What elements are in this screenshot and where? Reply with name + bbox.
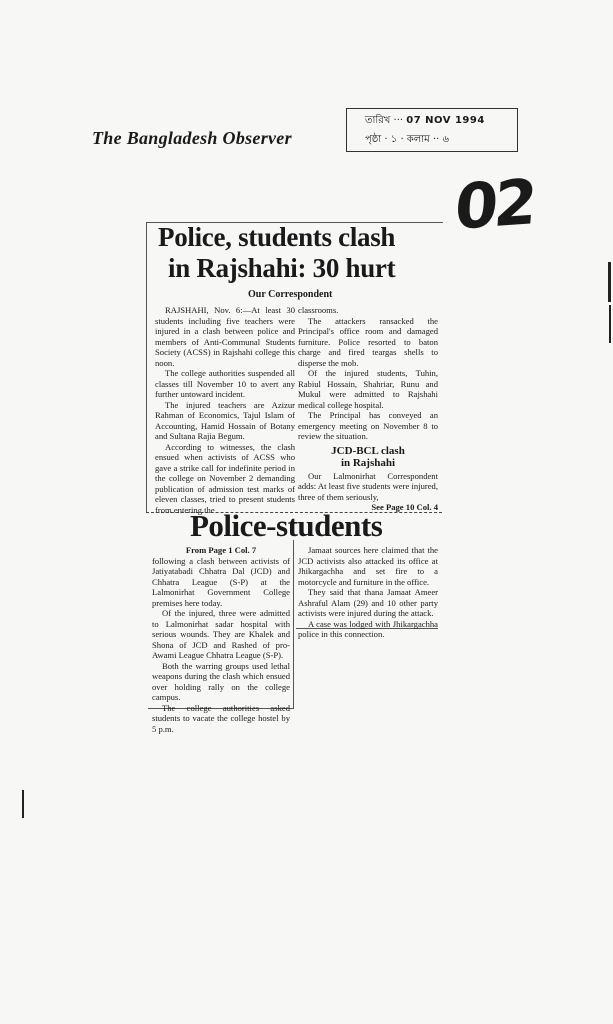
paragraph: They said that thana Jamaat Ameer Ashraful Alam (29) and 10 other party activists were injured during the attack.: [298, 587, 438, 618]
stamp-page-value: ১: [390, 134, 398, 145]
article-column-1: [155, 305, 295, 515]
paragraph: Of the injured students, Tuhin, Rabiul Hossain, Shahriar, Runu and Mukul were admitted to Rajshahi medical college hospital.: [298, 368, 438, 410]
stamp-column-value: ৬: [442, 134, 449, 145]
scan-mark: [608, 262, 611, 302]
paragraph: The attackers ransacked the Principal's office room and damaged furniture. Police resorted to baton charge and fired teargas shells to disperse the mob.: [298, 315, 438, 368]
article-headline: [158, 222, 448, 284]
subheading: [298, 445, 438, 469]
paragraph: classrooms.: [298, 305, 339, 315]
stamp-date-value: 07 NOV 1994: [406, 115, 485, 126]
paragraph: RAJSHAHI, Nov. 6:—At least 30 students including five teachers were injured in a clash between police and members of Anti-Communal Students Society (ACSS) in Rajshahi college this noon.: [155, 305, 295, 368]
continuation-note: See Page 10 Col. 4: [371, 502, 438, 512]
paragraph: The college authorities asked students to vacate the college hostel by 5 p.m.: [152, 702, 290, 734]
newspaper-masthead: The Bangladesh Observer: [92, 128, 292, 148]
scan-mark: [609, 305, 611, 343]
paragraph: According to witnesses, the clash ensued when activists of ACSS who gave a strike call for indefinite period in the college on November 2 demanding publication of admission test marks of eleven classes, tried to present students from entering the: [155, 441, 295, 515]
from-page-note: From Page 1 Col. 7: [185, 545, 257, 555]
paragraph: Of the injured, three were admitted to Lalmonirhat sadar hospital with serious wounds. They are Khalek and Shona of JCD and Rashed of pro-Awami League Chhatra League (S-P).: [152, 608, 290, 660]
article-byline: Our Correspondent: [248, 289, 333, 300]
headline-line-2: in Rajshahi: 30 hurt: [168, 253, 396, 283]
paragraph: The college authorities suspended all classes till November 10 to avert any further untoward incident.: [155, 368, 295, 399]
continuation-column-1: [152, 545, 290, 734]
paragraph: Our Lalmonirhat Correspondent adds: At least five students were injured, three of them seriously,: [298, 470, 438, 502]
archive-stamp: তারিখ ··· 07 NOV 1994 পৃষ্ঠা · ১ · কলাম ·· ৬: [346, 108, 518, 152]
stamp-page-label: পৃষ্ঠা: [365, 134, 382, 145]
headline-line-1: Police, students clash: [158, 222, 396, 252]
continuation-column-2: [298, 545, 438, 640]
subheading-line-2: in Rajshahi: [340, 456, 396, 469]
paragraph: following a clash between activists of Jatiyatabadi Chhatra Dal (JCD) and Chhatra League (S-P) at the Lalmonirhat Government College premises here today.: [152, 555, 290, 608]
stamp-date-label: তারিখ: [365, 115, 391, 126]
paragraph: Jamaat sources here claimed that the JCD activists also attacked its office at Jhikargachha and set fire to a motorcycle and furniture in the office.: [298, 545, 438, 587]
continuation-headline: Police-students: [190, 508, 383, 543]
paragraph: A case was lodged with Jhikargachha police in this connection.: [298, 618, 438, 639]
article-column-2: [298, 305, 438, 513]
scan-mark: [22, 790, 24, 818]
handwritten-number: 02: [452, 165, 536, 244]
paragraph: The Principal has conveyed an emergency meeting on November 8 to review the situation.: [298, 410, 438, 441]
paragraph: Both the warring groups used lethal weapons during the clash which ensued over holding rally on the college campus.: [152, 660, 290, 702]
subheading-line-1: JCD-BCL clash: [331, 444, 405, 457]
paragraph: The injured teachers are Azizur Rahman of Economics, Tajul Islam of Accounting, Hamid Hossain of Botany and Sultana Rajia Begum.: [155, 399, 295, 441]
stamp-column-label: কলাম: [406, 134, 430, 145]
